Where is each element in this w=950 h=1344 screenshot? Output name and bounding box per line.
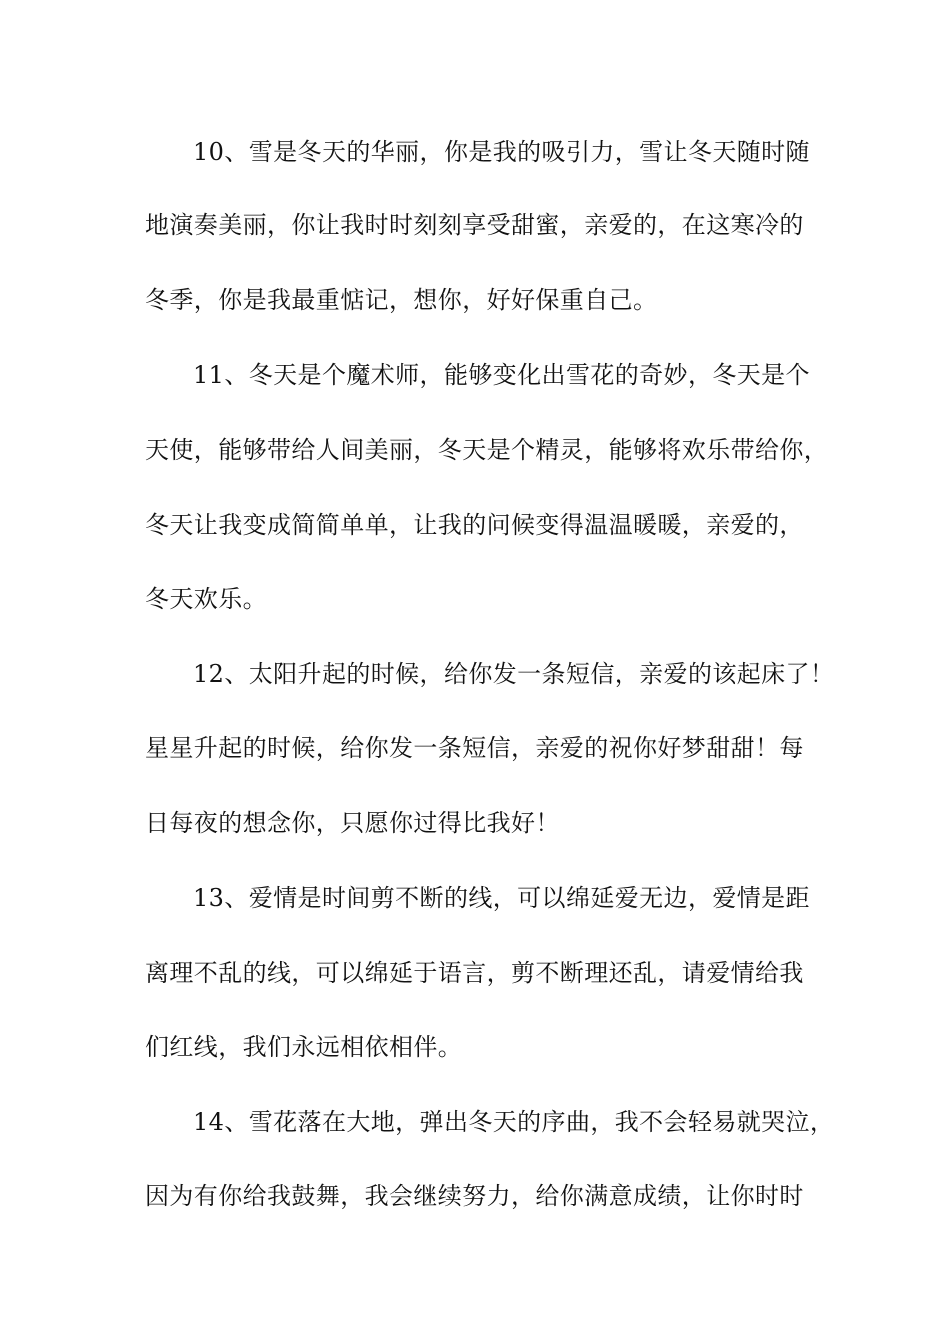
- paragraph-12-line-3: 日每夜的想念你，只愿你过得比我好！: [145, 809, 560, 837]
- paragraph-14-line-1: 14、雪花落在大地，弹出冬天的序曲，我不会轻易就哭泣，: [193, 1108, 835, 1136]
- paragraph-11-line-2: 天使，能够带给人间美丽，冬天是个精灵，能够将欢乐带给你，: [145, 436, 829, 464]
- paragraph-12-line-2: 星星升起的时候，给你发一条短信，亲爱的祝你好梦甜甜！每: [145, 734, 804, 762]
- paragraph-11-line-4: 冬天欢乐。: [145, 585, 267, 613]
- paragraph-12-line-1: 12、太阳升起的时候，给你发一条短信，亲爱的该起床了！: [193, 660, 835, 688]
- paragraph-11-line-3: 冬天让我变成简简单单，让我的问候变得温温暖暖，亲爱的，: [145, 511, 804, 539]
- paragraph-14-line-2: 因为有你给我鼓舞，我会继续努力，给你满意成绩，让你时时: [145, 1182, 804, 1210]
- paragraph-13-line-2: 离理不乱的线，可以绵延于语言，剪不断理还乱，请爱情给我: [145, 959, 804, 987]
- paragraph-10-line-2: 地演奏美丽，你让我时时刻刻享受甜蜜，亲爱的，在这寒冷的: [145, 211, 804, 239]
- paragraph-13-line-1: 13、爱情是时间剪不断的线，可以绵延爱无边，爱情是距: [193, 884, 810, 912]
- paragraph-13-line-3: 们红线，我们永远相依相伴。: [145, 1033, 463, 1061]
- paragraph-10-line-3: 冬季，你是我最重惦记，想你，好好保重自己。: [145, 286, 658, 314]
- paragraph-11-line-1: 11、冬天是个魔术师，能够变化出雪花的奇妙，冬天是个: [193, 361, 810, 389]
- paragraph-10-line-1: 10、雪是冬天的华丽，你是我的吸引力，雪让冬天随时随: [193, 138, 810, 166]
